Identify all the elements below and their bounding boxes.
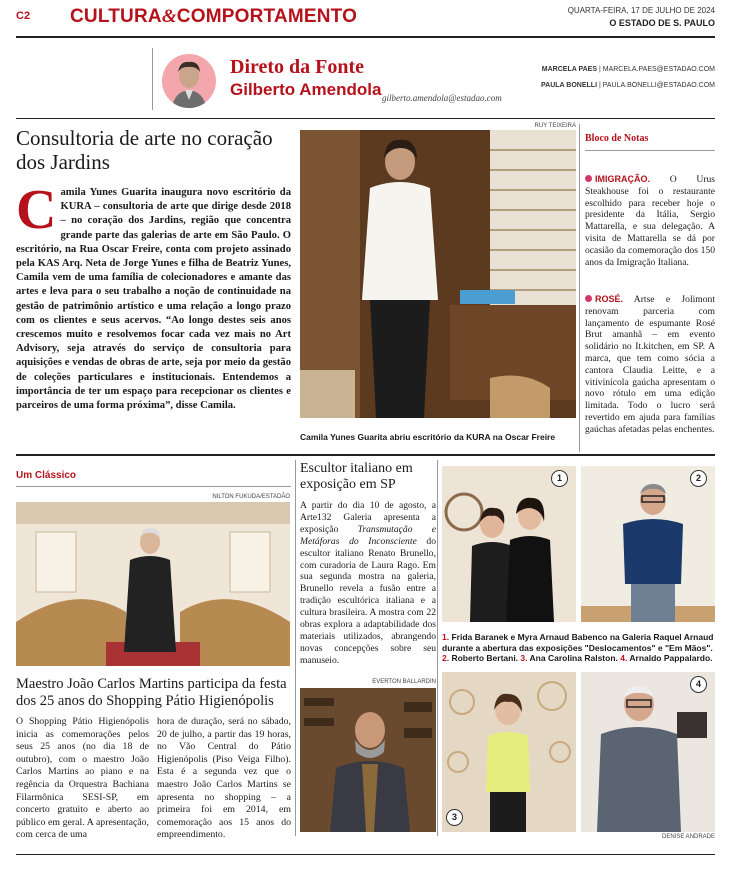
article-headline: Escultor italiano em exposição em SP	[300, 461, 413, 492]
photo-number-badge: 3	[446, 809, 463, 826]
article-photo	[300, 130, 576, 418]
bar-rule	[16, 118, 715, 119]
article-photo	[16, 502, 290, 666]
header-rule	[16, 36, 715, 38]
note-item: IMIGRAÇÃO. O Urus Steakhouse foi o restaurante escolhido para receber hoje o presidente da Itália, Sergio Mattarella, e sua delegação. A visita de Mattarella se dá por ocasião da comemoração dos 150 anos da Imigração Italiana.	[585, 174, 715, 268]
columnist-email[interactable]: gilberto.amendola@estadao.com	[382, 93, 502, 103]
event-photo-4	[581, 672, 715, 832]
event-photo-2	[581, 466, 715, 622]
photo-number-badge: 1	[551, 470, 568, 487]
event-photo-1	[442, 466, 576, 622]
section-rule	[16, 454, 715, 456]
article-headline: Consultoria de arte no coração dos Jardins	[16, 126, 273, 174]
photo-number-badge: 2	[690, 470, 707, 487]
article-body: A partir do dia 10 de agosto, a Arte132 Galeria apresenta a exposição Transmutação e Metáforas do Inconsciente do escultor italiano Renato Brunello, com curadoria de Laura Rago. Em sua segunda mostra na galeria, Brunello revela a fusão entre a tradição escultórica italiana e a cultura brasileira. A mostra com 22 obras explora a adaptabilidade dos materiais utilizados, abrangendo novas concepções sobre seu manuseio.	[300, 500, 437, 666]
photo-credit: DENISE ANDRADE	[661, 834, 715, 840]
bullet-icon	[585, 175, 592, 182]
columnist-avatar	[162, 54, 216, 108]
bullet-icon	[585, 295, 592, 302]
article-body: Camila Yunes Guarita inaugura novo escritório da KURA – consultoria de arte que dirige desde 2018 – no coração dos Jardins, região que concentra grande parte das galerias de arte em São Paulo. O escritório, na Rua Oscar Freire, conta com projeto assinado pela KAS Arq. Neta de Jorge Yunes e filha de Beatriz Yunes, Camila vem de uma família de colecionadores e amante das artes e leva para o seu trabalho a noção de continuidade na gestão de patrimônio artístico e uma relação a longo prazo com os clientes e seus acervos. “Ao longo destes seis anos crescemos muito e resolvemos focar cada vez mais no Art Advisory, seja através do serviço de consultoria para aquisições e vendas de obras de arte, seja por meio da gestão de coleções particulares e institucionais. Entendemos a importância de ter um espaço para recepcionar os clientes e parceiros de uma forma próxima”, disse Camila.	[16, 179, 291, 412]
footer-rule	[16, 854, 715, 855]
divider	[585, 150, 715, 151]
sidebar-heading: Bloco de Notas	[585, 133, 649, 144]
contributor-2: PAULA BONELLI | PAULA.BONELLI@ESTADAO.COM	[541, 82, 715, 89]
page-number: C2	[16, 10, 31, 22]
note-item: ROSÉ. Artse e Jolimont renovam parceria com lançamento de espumante Rosé Brut amanhã – em evento solidário no It.kitchen, em SP. A marca, que tem como sócia a cantora Claudia Leitte, e a vitivinícola gaúcha apresentam o novo rótulo em uma edição limitada. Todo o lucro será revertido em ajuda para famílias gaúchas afetadas pelas enchentes.	[585, 294, 715, 435]
divider	[579, 124, 580, 452]
edition-date: QUARTA-FEIRA, 17 DE JULHO DE 2024	[567, 6, 715, 15]
section-heading: Um Clássico	[16, 470, 77, 481]
newspaper-name: O ESTADO DE S. PAULO	[609, 18, 715, 28]
article-body: O Shopping Pátio Higienópolis inicia as comemorações pelos seus 25 anos (no dia 18 de outubro), com o maestro João Carlos Martins ao piano e na regência da Orquestra Bachiana Filarmônica SESI-SP, em concerto gratuito e aberto ao público em geral. A apresentação, com cerca de uma	[16, 716, 149, 841]
contributor-1: MARCELA PAES | MARCELA.PAES@ESTADAO.COM	[541, 66, 715, 73]
section-title: CULTURA&COMPORTAMENTO	[70, 6, 358, 27]
photo-grid-caption: 1. Frida Baranek e Myra Arnaud Babenco na Galeria Raquel Arnaud durante a abertura das exposições "Deslocamentos" e "Em Mãos". 2. Roberto Bertani. 3. Ana Carolina Ralston. 4. Arnaldo Pappalardo.	[442, 632, 714, 663]
divider	[16, 486, 291, 487]
photo-credit: EVERTON BALLARDIN	[372, 679, 436, 685]
event-photo-3	[442, 672, 576, 832]
divider	[295, 460, 296, 836]
article-headline: Maestro João Carlos Martins participa da festa dos 25 anos do Shopping Pátio Higienópolis	[16, 676, 287, 709]
article-photo	[300, 688, 436, 832]
divider	[152, 48, 153, 110]
photo-caption: Camila Yunes Guarita abriu escritório da KURA na Oscar Freire	[300, 432, 556, 442]
article-body-continued: hora de duração, será no sábado, 20 de julho, a partir das 19 horas, no Vão Central do Pátio Higienópolis (Piso Veiga Filho). Esta é a segunda vez que o maestro João Carlos Martins se apresenta no shopping – a primeira foi em 2014, em comemoração aos 15 anos do empreendimento.	[157, 716, 291, 841]
photo-number-badge: 4	[690, 676, 707, 693]
photo-credit: NILTON FUKUDA/ESTADÃO	[212, 494, 290, 500]
columnist-name: Gilberto Amendola	[230, 80, 382, 99]
column-title: Direto da Fonte	[230, 56, 365, 78]
drop-cap: C	[16, 179, 57, 241]
photo-credit: RUY TEIXEIRA	[534, 123, 576, 129]
divider	[437, 460, 438, 836]
